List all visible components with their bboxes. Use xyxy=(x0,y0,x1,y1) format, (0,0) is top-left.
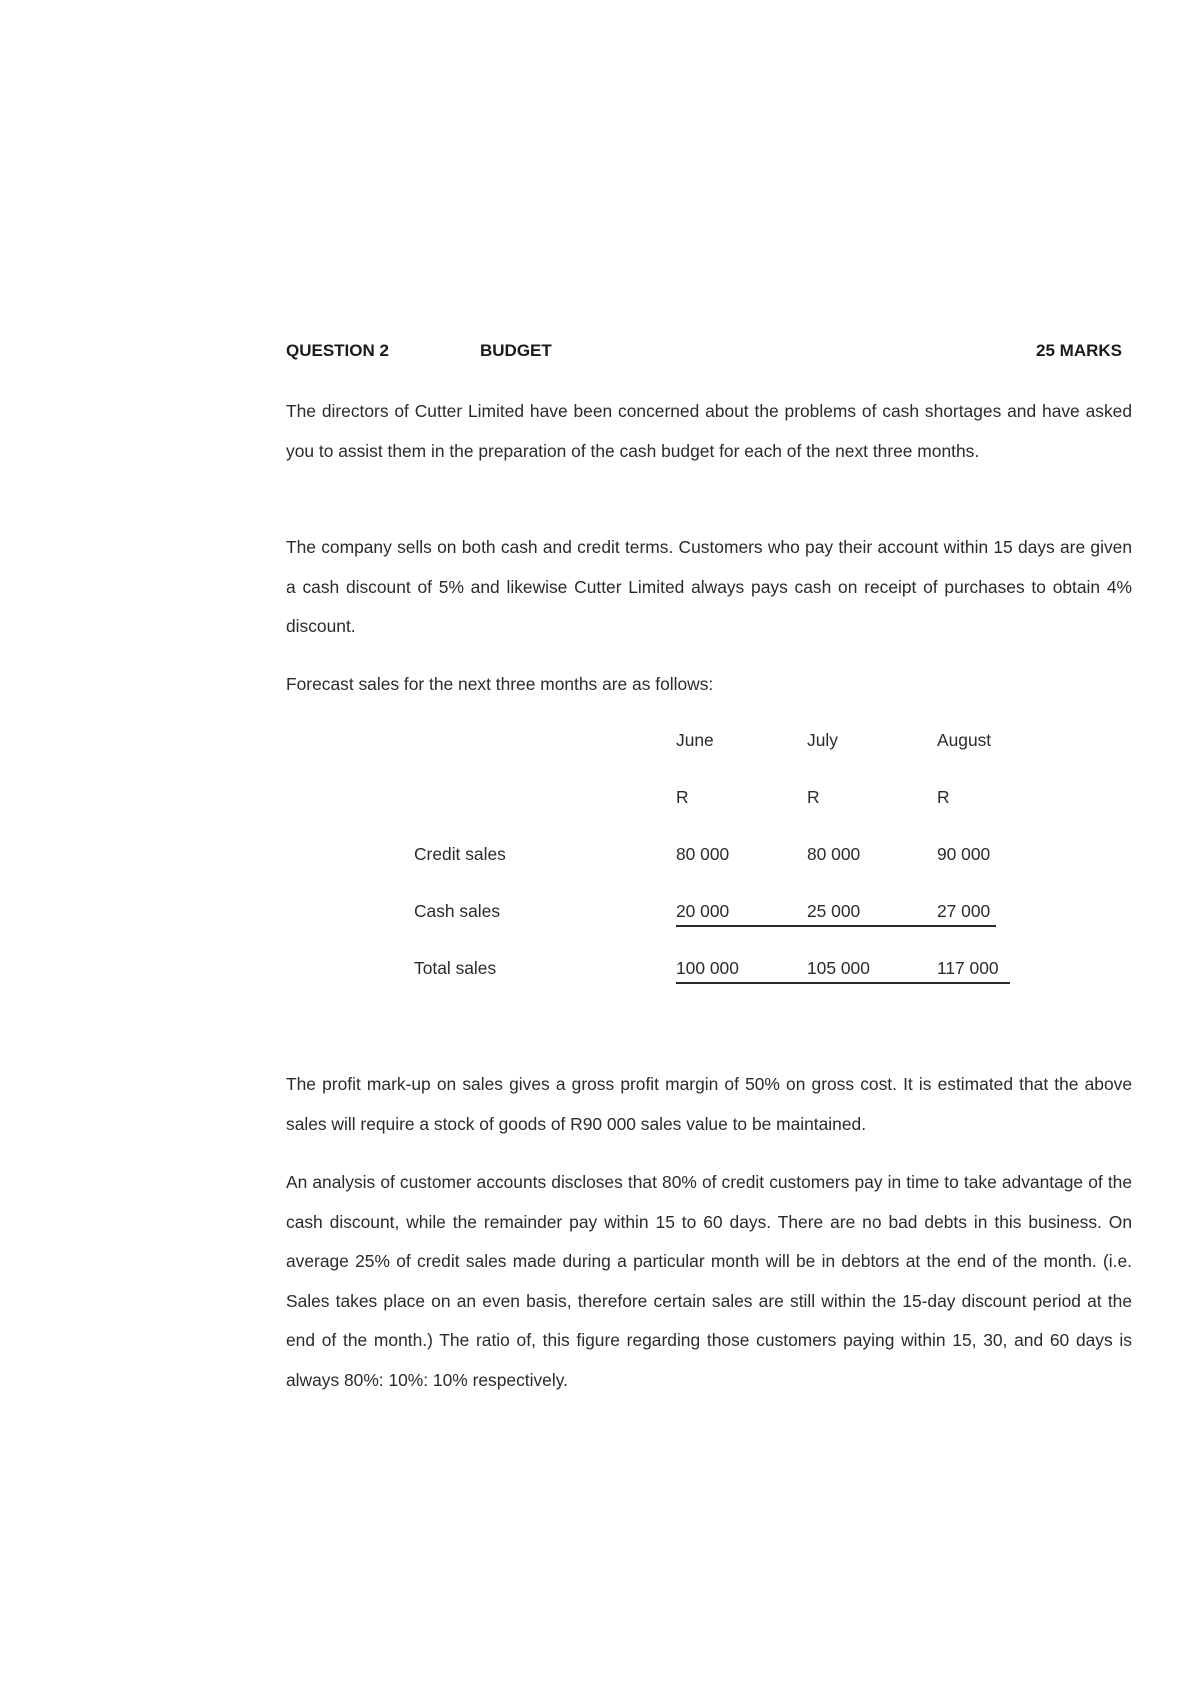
intro-paragraph: The directors of Cutter Limited have been concerned about the problems of cash shortages and have asked you to assist them in the preparation of the cash budget for each of the next three months. xyxy=(286,401,1132,461)
question-topic: BUDGET xyxy=(480,341,552,360)
total-sales-july: 105 000 xyxy=(807,958,870,978)
terms-paragraph: The company sells on both cash and credit terms. Customers who pay their account within 15 days are given a cash discount of 5% and likewise Cutter Limited always pays cash on receipt of purchases to obtain 4% discount. xyxy=(286,537,1132,636)
markup-paragraph: The profit mark-up on sales gives a gross profit margin of 50% on gross cost. It is estimated that the above sales will require a stock of goods of R90 000 sales value to be maintained. xyxy=(286,1074,1132,1134)
unit-august: R xyxy=(937,787,950,807)
unit-july: R xyxy=(807,787,820,807)
total-sales-underline xyxy=(676,982,1010,984)
cash-sales-underline xyxy=(676,925,996,927)
unit-june: R xyxy=(676,787,689,807)
total-sales-june: 100 000 xyxy=(676,958,739,978)
column-header-july: July xyxy=(807,730,838,750)
question-heading xyxy=(286,341,1122,367)
column-header-august: August xyxy=(937,730,992,750)
cash-sales-june: 20 000 xyxy=(676,901,730,921)
forecast-intro-paragraph: Forecast sales for the next three months are as follows: xyxy=(286,674,714,694)
row-label-cash-sales: Cash sales xyxy=(414,901,501,921)
row-label-total-sales: Total sales xyxy=(414,958,497,978)
analysis-paragraph: An analysis of customer accounts discloses that 80% of credit customers pay in time to take advantage of the cash discount, while the remainder pay within 15 to 60 days. There are no bad debts in this business. On average 25% of credit sales made during a particular month will be in debtors at the end of the month. (i.e. Sales takes place on an even basis, therefore certain sales are still within the 15-day discount period at the end of the month.) The ratio of, this figure regarding those customers paying within 15, 30, and 60 days is always 80%: 10%: 10% respectively. xyxy=(286,1172,1132,1390)
row-label-credit-sales: Credit sales xyxy=(414,844,506,864)
question-marks: 25 MARKS xyxy=(1036,341,1122,360)
total-sales-august: 117 000 xyxy=(937,958,999,978)
column-header-june: June xyxy=(676,730,714,750)
cash-sales-july: 25 000 xyxy=(807,901,861,921)
credit-sales-august: 90 000 xyxy=(937,844,991,864)
question-number: QUESTION 2 xyxy=(286,341,389,360)
credit-sales-july: 80 000 xyxy=(807,844,861,864)
cash-sales-august: 27 000 xyxy=(937,901,991,921)
credit-sales-june: 80 000 xyxy=(676,844,730,864)
